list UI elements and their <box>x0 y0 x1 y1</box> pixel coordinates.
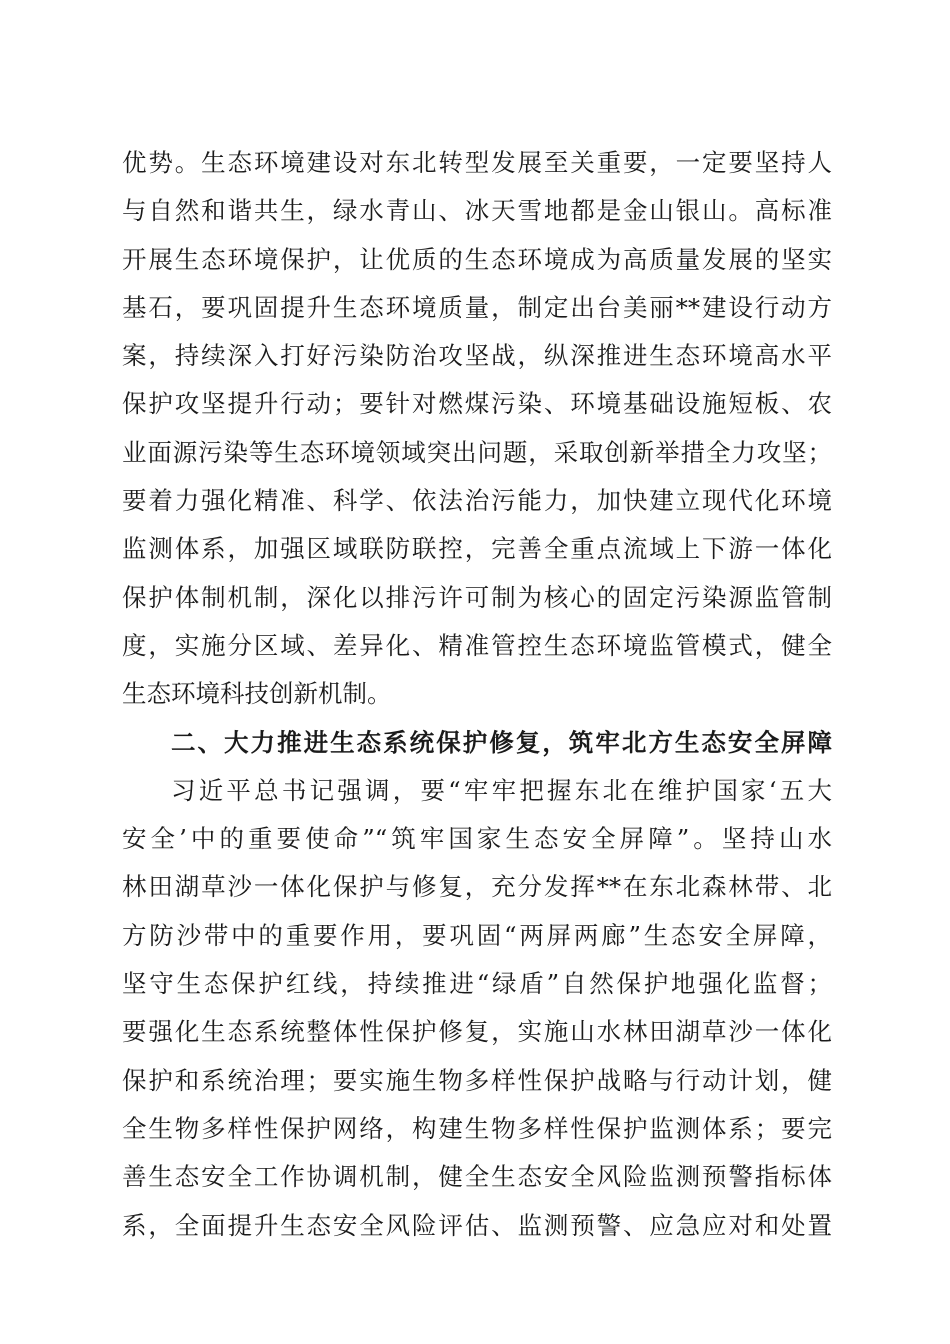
text-line: 案，持续深入打好污染防治攻坚战，纵深推进生态环境高水平 <box>122 341 832 371</box>
text-line: 林田湖草沙一体化保护与修复，充分发挥**在东北森林带、北 <box>122 872 832 902</box>
text-line: 监测体系，加强区域联防联控，完善全重点流域上下游一体化 <box>122 534 832 564</box>
paragraph-2 <box>122 767 832 1250</box>
text-line: 开展生态环境保护，让优质的生态环境成为高质量发展的坚实 <box>122 244 832 274</box>
text-line: 保护体制机制，深化以排污许可制为核心的固定污染源监管制 <box>122 582 832 612</box>
text-line: 要着力强化精准、科学、依法治污能力，加快建立现代化环境 <box>122 486 832 516</box>
text-line: 全生物多样性保护网络，构建生物多样性保护监测体系；要完 <box>122 1113 832 1143</box>
text-line: 保护攻坚提升行动；要针对燃煤污染、环境基础设施短板、农 <box>122 389 832 419</box>
text-line: 度，实施分区域、差异化、精准管控生态环境监管模式，健全 <box>122 630 832 660</box>
text-line: 系，全面提升生态安全风险评估、监测预警、应急应对和处置 <box>122 1210 832 1240</box>
text-line: 方防沙带中的重要作用，要巩固“两屏两廊”生态安全屏障， <box>122 920 832 950</box>
text-line: 与自然和谐共生，绿水青山、冰天雪地都是金山银山。高标准 <box>122 196 832 226</box>
text-line: 安全’中的重要使命”“筑牢国家生态安全屏障”。坚持山水 <box>122 824 832 854</box>
text-line: 业面源污染等生态环境领域突出问题，采取创新举措全力攻坚； <box>122 437 832 467</box>
text-line: 基石，要巩固提升生态环境质量，制定出台美丽**建设行动方 <box>122 292 832 322</box>
section-heading: 二、大力推进生态系统保护修复，筑牢北方生态安全屏障 <box>171 727 832 757</box>
text-line: 坚守生态保护红线，持续推进“绿盾”自然保护地强化监督； <box>122 969 832 999</box>
text-line: 习近平总书记强调，要“牢牢把握东北在维护国家‘五大 <box>171 775 832 805</box>
document-body <box>122 139 832 1250</box>
text-line: 要强化生态系统整体性保护修复，实施山水林田湖草沙一体化 <box>122 1017 832 1047</box>
text-line: 优势。生态环境建设对东北转型发展至关重要，一定要坚持人 <box>122 148 832 177</box>
text-line: 善生态安全工作协调机制，健全生态安全风险监测预警指标体 <box>122 1162 832 1192</box>
text-line: 生态环境科技创新机制。 <box>122 679 392 709</box>
paragraph-1 <box>122 139 832 719</box>
text-line: 保护和系统治理；要实施生物多样性保护战略与行动计划，健 <box>122 1065 832 1095</box>
